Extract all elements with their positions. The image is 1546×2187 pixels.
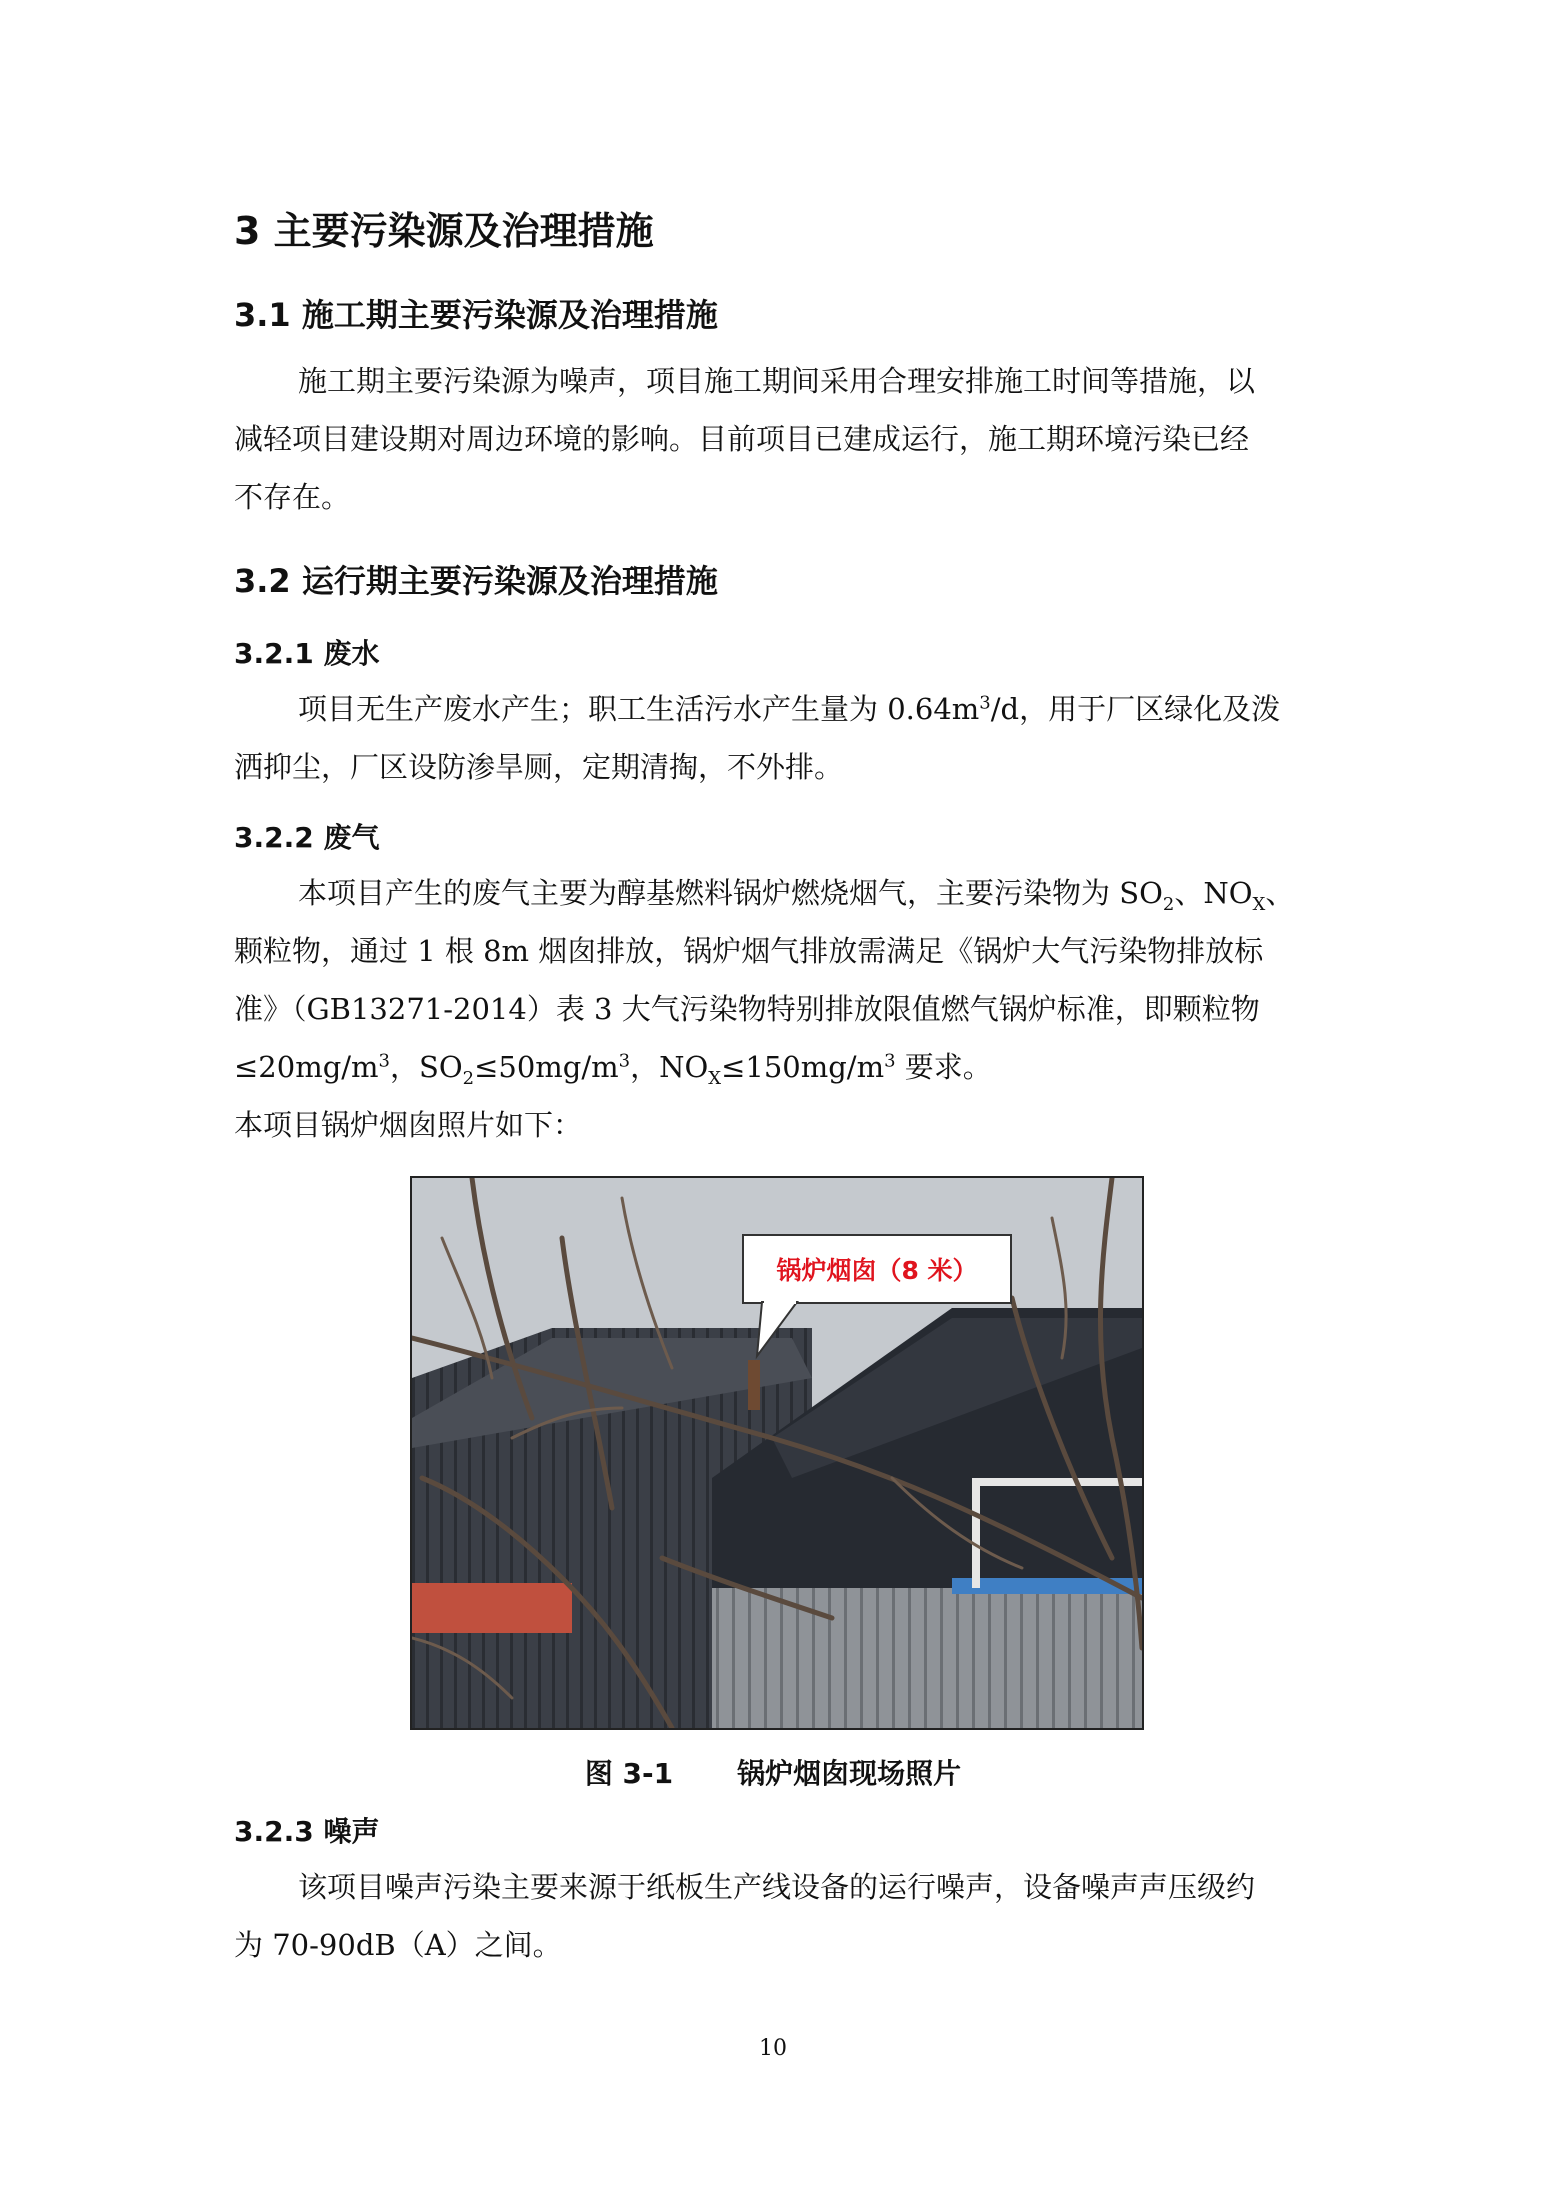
para-line: 洒抑尘，厂区设防渗旱厕，定期清掏，不外排。 (234, 750, 844, 784)
para-line: 本项目锅炉烟囱照片如下： (234, 1108, 583, 1142)
section-3-2-2-paragraph (234, 864, 1316, 1154)
para-line (234, 864, 1316, 922)
subscript: X (1252, 893, 1266, 915)
section-3-2-2-title: 3.2.2 废气 (234, 821, 380, 854)
section-3-2-3-paragraph (234, 1858, 1316, 1974)
para-line: 准》（GB13271-2014）表 3 大气污染物特别排放限值燃气锅炉标准，即颗粒物 (234, 992, 1260, 1026)
text-run: 、 (1265, 876, 1295, 910)
figure-number: 图 3-1 (584, 1757, 674, 1790)
page-number: 10 (759, 2036, 787, 2061)
subscript: 2 (1162, 893, 1175, 915)
superscript: 3 (884, 1050, 896, 1072)
figure-caption (0, 1752, 1546, 1792)
subscript: 2 (462, 1067, 475, 1089)
text-run: ≤20mg/m (234, 1050, 379, 1084)
text-run: 本项目产生的废气主要为醇基燃料锅炉燃烧烟气，主要污染物为 SO (298, 876, 1163, 910)
subscript: X (708, 1067, 722, 1089)
superscript: 3 (378, 1050, 390, 1072)
para-line: 颗粒物，通过 1 根 8m 烟囱排放，锅炉烟气排放需满足《锅炉大气污染物排放标 (234, 934, 1264, 968)
text-run: ，SO (390, 1050, 463, 1084)
section-3-2-1-paragraph (234, 680, 1316, 796)
section-3-2-1-title: 3.2.1 废水 (234, 637, 380, 670)
para-line: 不存在。 (234, 480, 351, 514)
callout-pointer (412, 1178, 1142, 1728)
boiler-chimney-photo (410, 1176, 1144, 1730)
para-line (234, 1038, 1316, 1096)
figure-caption-text: 锅炉烟囱现场照片 (737, 1757, 962, 1790)
text-run: 要求。 (895, 1050, 992, 1084)
text-run: ≤150mg/m (721, 1050, 885, 1084)
section-3-1-title: 3.1 施工期主要污染源及治理措施 (234, 296, 718, 334)
para-line: 为 70-90dB（A）之间。 (234, 1928, 562, 1962)
callout-label: 锅炉烟囱（8 米） (776, 1256, 978, 1285)
superscript: 3 (618, 1050, 631, 1072)
superscript: 3 (979, 692, 991, 714)
text-run: 、NO (1174, 876, 1253, 910)
section-3-1-paragraph (234, 352, 1316, 526)
section-3-2-title: 3.2 运行期主要污染源及治理措施 (234, 562, 718, 600)
chapter-title: 3 主要污染源及治理措施 (234, 209, 654, 253)
para-line: 减轻项目建设期对周边环境的影响。目前项目已建成运行，施工期环境污染已经 (234, 422, 1250, 456)
para-line (234, 680, 1316, 738)
para-line: 施工期主要污染源为噪声，项目施工期间采用合理安排施工时间等措施，以 (298, 364, 1256, 398)
text-run: 项目无生产废水产生；职工生活污水产生量为 0.64m (298, 692, 980, 726)
text-run: /d，用于厂区绿化及泼 (990, 692, 1281, 726)
text-run: ≤50mg/m (474, 1050, 619, 1084)
para-line: 该项目噪声污染主要来源于纸板生产线设备的运行噪声，设备噪声声压级约 (298, 1870, 1256, 1904)
section-3-2-3-title: 3.2.3 噪声 (234, 1815, 380, 1848)
text-run: ，NO (630, 1050, 709, 1084)
